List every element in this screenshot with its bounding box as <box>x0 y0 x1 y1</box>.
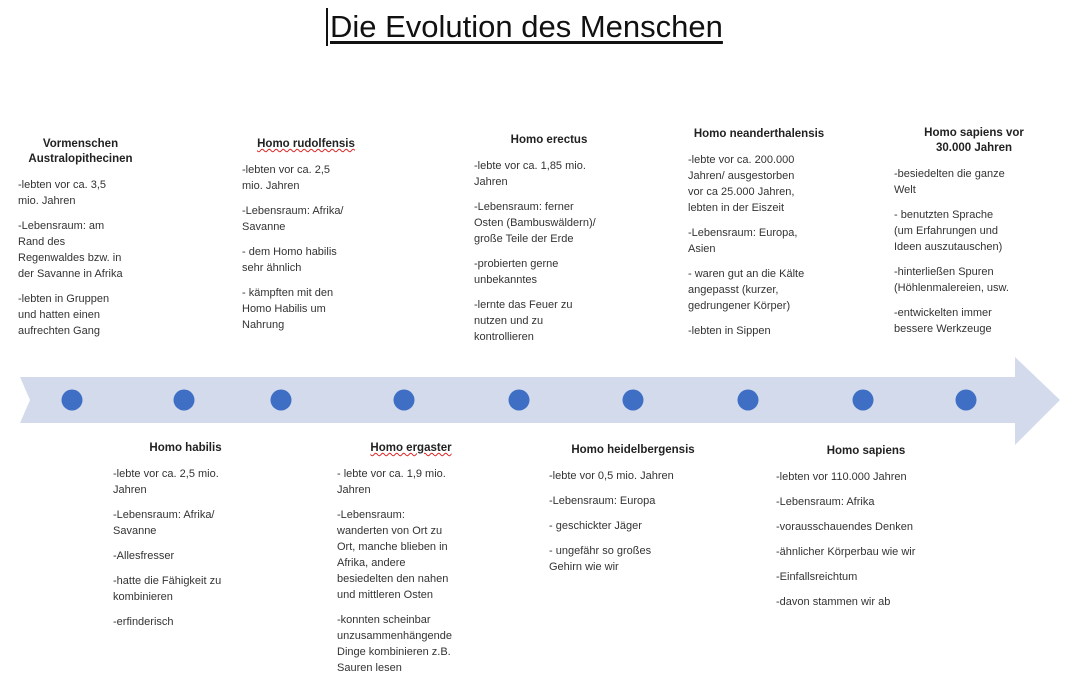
card-point: -besiedelten die ganze Welt <box>894 168 1005 196</box>
card-point: - lebte vor ca. 1,9 mio. Jahren <box>337 468 446 496</box>
card-point: -lebten in Sippen <box>688 325 771 337</box>
card-homo-sapiens <box>776 444 956 619</box>
card-point: - kämpften mit den Homo Habilis um Nahrung <box>242 287 334 331</box>
card-point: -Lebensraum: Afrika <box>776 496 875 508</box>
card-homo-ergaster <box>337 441 485 685</box>
card-title: Homo ergaster <box>370 442 452 454</box>
card-point: -konnten scheinbar unzusammenhängende Dinge kombinieren z.B. Sauren lesen <box>337 614 452 674</box>
timeline-dot <box>271 390 292 411</box>
card-point: -Lebensraum: am Rand des Regenwaldes bzw. in der Savanne in Afrika <box>18 220 123 280</box>
card-homo-habilis <box>113 441 258 639</box>
card-point: -Lebensraum: wanderten von Ort zu Ort, manche blieben in Afrika, andere besiedelten den nahen und mittleren Osten <box>337 509 449 601</box>
card-title: Homo erectus <box>510 134 588 146</box>
card-point: -lebte vor ca. 2,5 mio. Jahren <box>113 468 219 496</box>
timeline-dot <box>509 390 530 411</box>
card-title: Homo sapiens <box>826 445 906 457</box>
timeline-dot <box>956 390 977 411</box>
card-point: -lebten in Gruppen und hatten einen aufrechten Gang <box>18 293 110 337</box>
card-point: -hatte die Fähigkeit zu kombinieren <box>113 575 222 603</box>
timeline-dot <box>623 390 644 411</box>
card-point: - dem Homo habilis sehr ähnlich <box>242 246 337 274</box>
card-point: -Lebensraum: Afrika/ Savanne <box>113 509 215 537</box>
card-point: -lebten vor ca. 3,5 mio. Jahren <box>18 179 107 207</box>
card-homo-erectus <box>474 133 624 354</box>
card-title: Homo heidelbergensis <box>571 444 695 456</box>
card-point: -Lebensraum: ferner Osten (Bambuswäldern)/ große Teile der Erde <box>474 201 596 245</box>
card-point: -lebte vor ca. 200.000 Jahren/ ausgestorben vor ca 25.000 Jahren, lebten in der Eiszeit <box>688 154 795 214</box>
card-title: Homo neanderthalensis <box>693 128 825 140</box>
card-point: -lebte vor ca. 1,85 mio. Jahren <box>474 160 586 188</box>
card-homo-sapiens-vor-30000 <box>894 126 1054 346</box>
card-point: -hinterließen Spuren (Höhlenmalereien, usw. <box>894 266 1009 294</box>
card-point: -lebten vor ca. 2,5 mio. Jahren <box>242 164 331 192</box>
card-point: - waren gut an die Kälte angepasst (kurzer, gedrungener Körper) <box>688 268 805 312</box>
card-title: Homo sapiens vor 30.000 Jahren <box>924 127 1024 154</box>
card-homo-rudolfensis <box>242 137 370 342</box>
card-homo-neanderthalensis <box>688 127 830 348</box>
card-point: -Einfallsreichtum <box>776 571 858 583</box>
timeline-dot <box>394 390 415 411</box>
card-point: -vorausschauendes Denken <box>776 521 913 533</box>
card-point: -Allesfresser <box>113 550 175 562</box>
timeline-dot <box>62 390 83 411</box>
card-point: -lernte das Feuer zu nutzen und zu kontrollieren <box>474 299 573 343</box>
card-homo-heidelbergensis <box>549 443 717 584</box>
card-point: -davon stammen wir ab <box>776 596 891 608</box>
page-title: Die Evolution des Menschen <box>326 8 723 46</box>
timeline-arrow <box>20 357 1060 447</box>
card-point: -lebte vor 0,5 mio. Jahren <box>549 470 674 482</box>
timeline-dot <box>174 390 195 411</box>
card-point: -erfinderisch <box>113 616 174 628</box>
card-point: -Lebensraum: Afrika/ Savanne <box>242 205 344 233</box>
card-point: -ähnlicher Körperbau wie wir <box>776 546 916 558</box>
card-title: Homo habilis <box>149 442 222 454</box>
card-point: - ungefähr so großes Gehirn wie wir <box>549 545 652 573</box>
card-point: - geschickter Jäger <box>549 520 642 532</box>
card-point: -lebten vor 110.000 Jahren <box>776 471 907 483</box>
card-point: -Lebensraum: Europa <box>549 495 656 507</box>
timeline-dot <box>853 390 874 411</box>
timeline-dot <box>738 390 759 411</box>
card-point: -probierten gerne unbekanntes <box>474 258 559 286</box>
card-point: -Lebensraum: Europa, Asien <box>688 227 798 255</box>
card-vormenschen <box>18 137 143 348</box>
card-title: Vormenschen Australopithecinen <box>28 138 133 165</box>
card-title: Homo rudolfensis <box>257 138 355 150</box>
card-point: -entwickelten immer bessere Werkzeuge <box>894 307 992 335</box>
card-point: - benutzten Sprache (um Erfahrungen und Ideen auszutauschen) <box>894 209 1003 253</box>
